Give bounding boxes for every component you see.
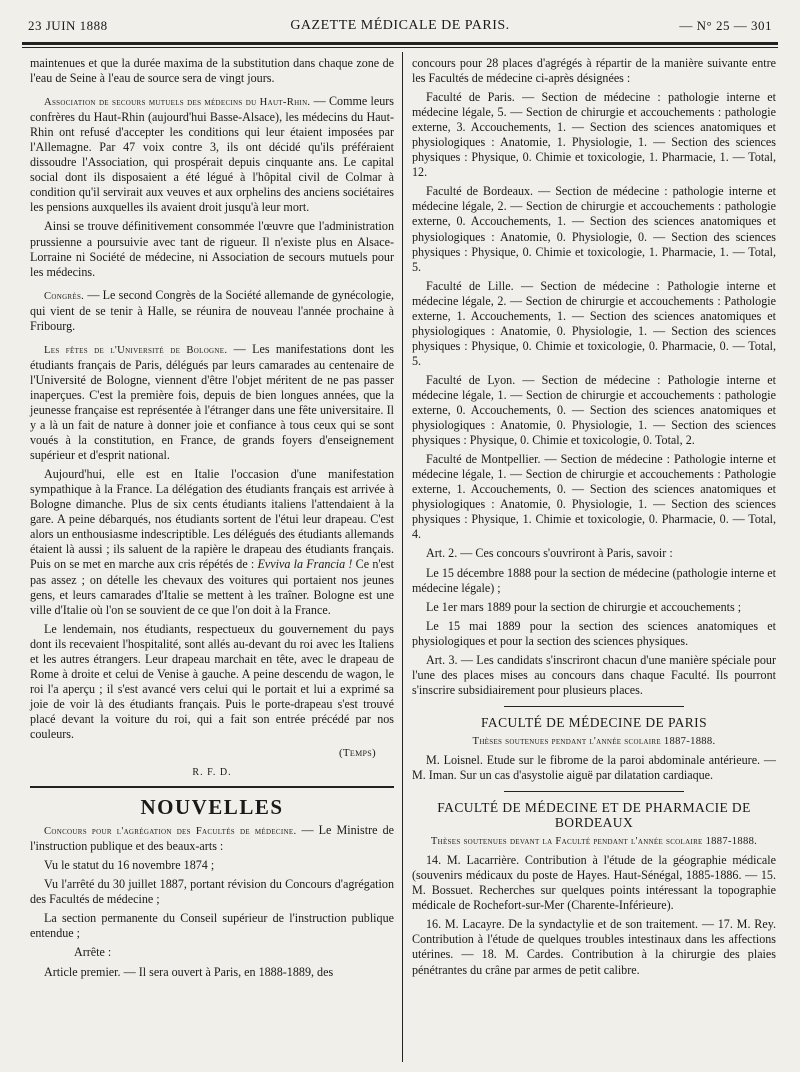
paragraph: Le 1er mars 1889 pour la section de chirurgie et accouchements ;: [426, 599, 742, 614]
paragraph-association: [30, 94, 394, 215]
column-divider: [402, 52, 403, 1062]
paragraph-art3: Art. 3. — Les candidats s'inscriront chacun d'une manière spéciale pour l'une des places mises au concours dans chaque Faculté. Ils pourront s'inscrire subsidiairement pour plusieurs places.: [412, 652, 776, 697]
left-column: [30, 56, 394, 984]
faculte-bordeaux-title: FACULTÉ DE MÉDECINE ET DE PHARMACIE DE BORDEAUX: [437, 800, 751, 831]
source-credit: (Temps): [338, 747, 376, 760]
issue-date: 23 JUIN 1888: [28, 18, 108, 33]
quoted-cry: Evviva la Francia !: [257, 557, 353, 572]
paragraph-congres: [30, 288, 394, 334]
section-heading: Association de secours mutuels des médecins du Haut-Rhin.: [44, 97, 311, 109]
paragraph: Le 15 mai 1889 pour la section des sciences anatomiques et physiologiques et pour la section des sciences physiques.: [412, 618, 776, 648]
paragraph-text: Ce n'est pas assez ; on dételle les chevaux des voitures qui portaient nos jeunes gens, et leurs camarades d'Italie se mettent à les traîner. Bologne est une ville d'Italie où l'on se souvient de ce que l'on doit à la France.: [30, 557, 394, 617]
paragraph: Le 15 décembre 1888 pour la section de médecine (pathologie interne et médecine légale) ;: [412, 565, 776, 595]
section-rule: [504, 791, 684, 792]
paragraph-faculte-paris: Faculté de Paris. — Section de médecine : pathologie interne et médecine légale, 5. — Section de chirurgie et accouchements : pathologie externe, 3. Accouchements, 1. — Section des sciences anatomiques et physiologiques : Anatomie, 1. Physiologie, 1. — Section des sciences physiques : Physique, 0. Chimie et toxicologie, 1. Pharmacie, 1. — Total, 12.: [412, 90, 776, 180]
header-rule-thick: [22, 42, 778, 45]
paragraph-fetes-2: [30, 467, 394, 617]
faculte-paris-subtitle: Thèses soutenues pendant l'année scolaire 1887-1888.: [472, 735, 716, 747]
faculte-paris-title: FACULTÉ DE MÉDECINE DE PARIS: [481, 714, 707, 730]
paragraph: Ainsi se trouve définitivement consommée l'œuvre que l'administration prussienne a poursuivie avec tant de rigueur. Il n'existe plus en Alsace-Lorraine ni Société de médecine, ni Association de secours mutuels pour les médecins.: [30, 219, 394, 279]
paragraph-faculte-bordeaux: Faculté de Bordeaux. — Section de médecine : pathologie interne et médecine légale, 2. — Section de chirurgie et accouchements : pathologie externe, 0. Accouchements, 1. — Section des sciences anatomiques et physiologiques : Anatomie, 0. Physiologie, 0. — Section des sciences physiques : Physique, 0. Chimie et toxicologie, 1. Pharmacie, 1. — Total, 5.: [412, 184, 776, 274]
section-heading: Congrès.: [44, 290, 85, 302]
issue-page-number: — N° 25 — 301: [679, 18, 772, 33]
header-rule-thin: [22, 47, 778, 48]
section-heading: Concours pour l'agrégation des Facultés de médecine.: [44, 826, 297, 838]
paragraph-faculte-lille: Faculté de Lille. — Section de médecine : Pathologie interne et médecine légale, 2. — Section de chirurgie et accouchements : Pathologie externe, 1. Accouchements, 1. — Section des sciences anatomiques et physiologiques : Anatomie, 0. Physiologie, 1. — Section des sciences physiques : Physique, 0. Chimie et toxicologie, 0. Pharmacie, 0. — Total, 5.: [412, 278, 776, 368]
paragraph: Vu l'arrêté du 30 juillet 1887, portant révision du Concours d'agrégation des Facultés de médecine ;: [30, 877, 394, 907]
faculte-bordeaux-subtitle: Thèses soutenues devant la Faculté pendant l'année scolaire 1887-1888.: [430, 836, 758, 848]
paragraph: Article premier. — Il sera ouvert à Paris, en 1888-1889, des: [44, 964, 334, 979]
paragraph: 16. M. Lacayre. De la syndactylie et de son traitement. — 17. M. Rey. Contribution à l'étude de quelques troubles intestinaux dans les affections utérines. — 18. M. Cardes. Contribution à la chirurgie des plaies pénétrantes du crâne par armes de petit calibre.: [412, 917, 776, 977]
right-column: [412, 56, 776, 982]
paragraph-text: — Les manifestations dont les étudiants français de Paris, délégués par leurs camarades au centenaire de l'Université de Bologne, viennent d'être l'objet méritent de ne pas passer inaperçues. C'est la première fois, depuis de bien longues années, que la jeunesse française est représentée à l'étranger dans une fête universitaire. Il y a là un fait de nature à donner joie et confiance à tous ceux qui se sont voués à la constitution, en France, de grands foyers d'enseignement supérieur et d'esprit national.: [30, 341, 394, 463]
page-header: [28, 16, 772, 38]
section-heading: Les fêtes de l'Université de Bologne.: [44, 344, 228, 356]
paragraph-faculte-lyon: Faculté de Lyon. — Section de médecine : Pathologie interne et médecine légale, 1. — Section de chirurgie et accouchements : pathologie externe, 0. Accouchements, 0. — Section des sciences anatomiques et physiologiques : Anatomie, 0. Physiologie, 1. — Section des sciences physiques : Physique, 0. Chimie et toxicologie, 0. Total, 2.: [412, 372, 776, 448]
paragraph-text: — Comme leurs confrères du Haut-Rhin (aujourd'hui Basse-Alsace), les médecins du Haut-Rhin ont refusé d'accepter les conditions qui leur étaient imposées par l'Allemagne. Par 47 voix contre 3, ils ont décidé qu'ils préféraient dissoudre l'Association, qui prospérait depuis cinquante ans. Le capital social dont ils disposaient a été légué à l'hôpital civil de Colmar à condition qu'il servirait aux veuves et aux orphelins des anciens sociétaires les pensions auxquelles ils avaient droit jusqu'à leur mort.: [30, 94, 395, 215]
paragraph-text: — Le second Congrès de la Société allemande de gynécologie, qui vient de se tenir à Halle, se réunira de nouveau l'année prochaine à Fribourg.: [30, 287, 394, 333]
paragraph: M. Loisnel. Etude sur le fibrome de la paroi abdominale antérieure. — M. Iman. Sur un cas d'asystolie aiguë par dilatation cardiaque.: [412, 752, 776, 783]
paragraph-faculte-montpellier: Faculté de Montpellier. — Section de médecine : Pathologie interne et médecine légale, 1. — Section de chirurgie et accouchements : Pathologie externe, 1. Accouchements, 0. — Section des sciences anatomiques et physiologiques : Anatomie, 0. Physiologie, 1. — Section des sciences physiques : Physique, 1. Chimie et toxicologie, 0. Pharmacie, 0. — Total, 4.: [412, 452, 776, 542]
paragraph: 14. M. Lacarrière. Contribution à l'étude de la géographie médicale (souvenirs médicaux du poste de Hayes. Haut-Sénégal, 1885-1886. — 15. M. Bossuet. Recherches sur quelques points intéressant la topographie médicale de Rochefort-sur-Mer (Charente-Inférieure).: [412, 853, 776, 913]
nouvelles-title: NOUVELLES: [140, 795, 284, 820]
paragraph-text: — Le Ministre de l'instruction publique et des beaux-arts :: [30, 823, 394, 854]
paragraph-concours: [30, 823, 394, 854]
journal-title: GAZETTE MÉDICALE DE PARIS.: [290, 18, 510, 33]
paragraph: concours pour 28 places d'agrégés à répartir de la manière suivante entre les Facultés de médecine ci-après désignées :: [412, 56, 776, 86]
paragraph: Vu le statut du 16 novembre 1874 ;: [44, 858, 215, 873]
paragraph-fetes: [30, 342, 394, 463]
paragraph: maintenues et que la durée maxima de la substitution dans chaque zone de l'eau de Seine à l'eau de source sera de vingt jours.: [30, 56, 394, 86]
section-rule: [504, 706, 684, 707]
nouvelles-section: [30, 786, 394, 979]
paragraph: La section permanente du Conseil supérieur de l'instruction publique entendue ;: [30, 911, 394, 941]
author-signature: R. F. D.: [192, 767, 232, 779]
paragraph: Le lendemain, nos étudiants, respectueux du gouvernement du pays dont ils recevaient l'hospitalité, sont allés au-devant du roi avec les Italiens et les autres étrangers. Leur drapeau marchait en tête, avec le drapeau de Rome à droite et celui de Venise à gauche. A peine descendu de wagon, le roi l'a aperçu ; il s'est avancé vers celui qui le portait et lui a exprimé sa joie de voir là des étudiants français. Puis le porte-drapeau s'est trouvé placé devant la voiture du roi, qui a fait son entrée précédé par nos couleurs.: [30, 621, 394, 741]
paragraph-art2: Art. 2. — Ces concours s'ouvriront à Paris, savoir :: [426, 546, 673, 561]
paragraph-text: Aujourd'hui, elle est en Italie l'occasion d'une manifestation sympathique à la France. La délégation des étudiants français est arrivée à Bologne dimanche. Plus de six cents étudiants italiens l'attendaient à la gare. A peine débarqués, nos étudiants sortent de l'étui leur drapeau. C'est alors un enthousiasme indescriptible. Les délégués des étudiants allemands étaient là aussi ; ils saluent de la rapière le drapeau des étudiants français. Puis on se met en marche aux cris répétés de :: [30, 467, 394, 572]
paragraph: Arrête :: [74, 945, 112, 960]
